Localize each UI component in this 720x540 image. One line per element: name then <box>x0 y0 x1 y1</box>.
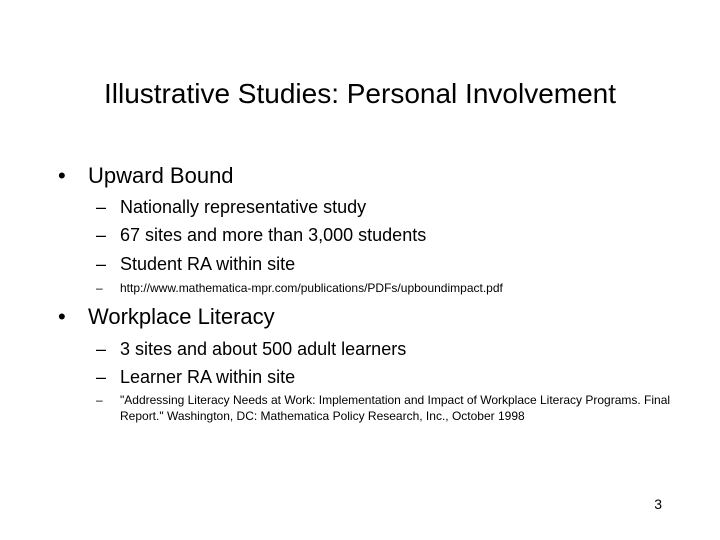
bullet-label: Upward Bound <box>88 163 234 188</box>
dash-marker: – <box>96 254 107 274</box>
bullet-workplace-literacy <box>58 303 275 331</box>
dash-marker: – <box>96 197 107 217</box>
sub-item-text: 67 sites and more than 3,000 students <box>120 225 427 245</box>
reference-text: http://www.mathematica-mpr.com/publications/PDFs/upboundimpact.pdf <box>120 281 503 295</box>
sub-item <box>96 193 366 221</box>
sub-item-text: Nationally representative study <box>120 197 367 217</box>
sub-item-text: Student RA within site <box>120 254 296 274</box>
reference-note <box>96 280 696 296</box>
reference-text: "Addressing Literacy Needs at Work: Implementation and Impact of Workplace Literacy Programs. Final Report." Washington, DC: Mathematica Policy Research, Inc., October 1998 <box>120 393 671 423</box>
sub-item <box>96 363 295 391</box>
bullet-marker: • <box>58 163 66 188</box>
bullet-upward-bound <box>58 162 234 190</box>
bullet-marker: • <box>58 304 66 329</box>
slide-title: Illustrative Studies: Personal Involvement <box>103 78 617 109</box>
dash-marker: – <box>96 393 103 407</box>
sub-item <box>96 250 295 278</box>
dash-marker: – <box>96 367 107 387</box>
dash-marker: – <box>96 281 103 295</box>
reference-note <box>96 392 696 424</box>
sub-item-text: 3 sites and about 500 adult learners <box>120 339 407 359</box>
dash-marker: – <box>96 225 107 245</box>
page-number: 3 <box>654 496 662 512</box>
dash-marker: – <box>96 339 107 359</box>
sub-item-text: Learner RA within site <box>120 367 296 387</box>
bullet-label: Workplace Literacy <box>88 304 275 329</box>
sub-item <box>96 335 406 363</box>
sub-item <box>96 221 426 249</box>
